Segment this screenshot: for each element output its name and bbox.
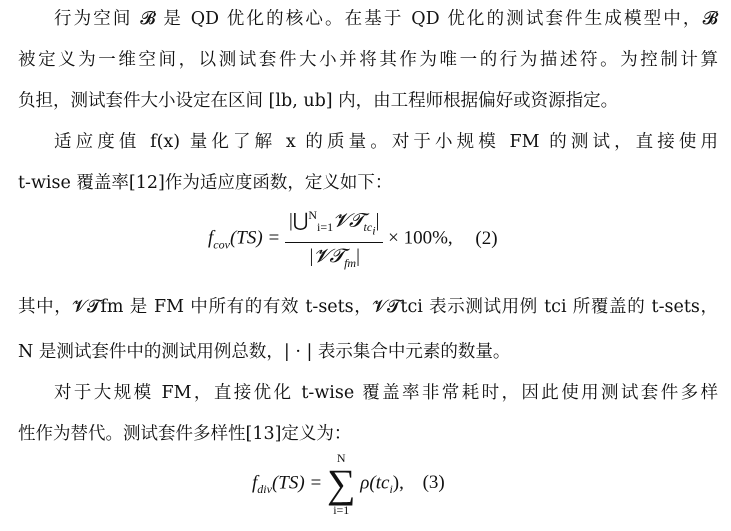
eq3-sum-bottom: i=1 [333,503,350,517]
paragraph-1-line-1: 行为空间 𝓑 是 QD 优化的核心。在基于 QD 优化的测试套件生成模型中，𝓑 [54,9,718,29]
paragraph-4-line-1: 对于大规模 FM，直接优化 t-wise 覆盖率非常耗时，因此使用测试套件多样 [54,383,718,403]
eq3-body-close: ), [392,472,404,494]
eq2-lhs: f [208,227,214,249]
equation-2 [208,208,498,270]
eq3-sum-symbol: ∑ [327,461,356,506]
eq2-label: (2) [475,227,498,249]
eq3-lhs-sub: div [257,482,272,497]
paragraph-3-line-1: 其中，𝓥𝓣fm 是 FM 中所有的有效 t-sets，𝓥𝓣tci 表示测试用例 tci 所覆盖的 t-sets， [18,297,718,317]
paragraph-4-line-2: 性作为替代。测试套件多样性[13]定义为： [18,424,352,444]
eq2-rhs: × 100%, [388,227,453,249]
eq3-sum-top: N [336,451,346,465]
paragraph-2-line-2: t-wise 覆盖率[12]作为适应度函数，定义如下： [18,173,393,193]
paragraph-3-line-2: N 是测试套件中的测试用例总数，| · | 表示集合中元素的数量。 [18,342,511,362]
eq3-summation [327,452,356,516]
eq3-lhs-arg: (TS) = [271,472,323,494]
eq2-lhs-arg: (TS) = [229,227,281,249]
paragraph-1-line-2: 被定义为一维空间，以测试套件大小并将其作为唯一的行为描述符。为控制计算 [18,50,718,70]
paragraph-2-line-1: 适应度值 f(x) 量化了解 x 的质量。对于小规模 FM 的测试，直接使用 [54,132,718,152]
eq3-lhs: f [252,472,258,494]
equation-3 [252,452,445,516]
eq2-fraction [285,208,383,270]
eq2-denominator: |𝓥𝓣$_{fm}$| [308,245,360,270]
eq2-numerator: |⋃$^N_{i=1}$𝓥𝓣$_{tc_i}$| [288,208,380,238]
eq3-label: (3) [422,472,445,494]
paragraph-1-line-3: 负担，测试套件大小设定在区间 [lb, ub] 内，由工程师根据偏好或资源指定。 [18,91,619,111]
eq2-lhs-sub: cov [213,237,230,252]
eq3-body: ρ(tc [360,472,390,494]
eq3-body-sub: i [389,482,393,497]
